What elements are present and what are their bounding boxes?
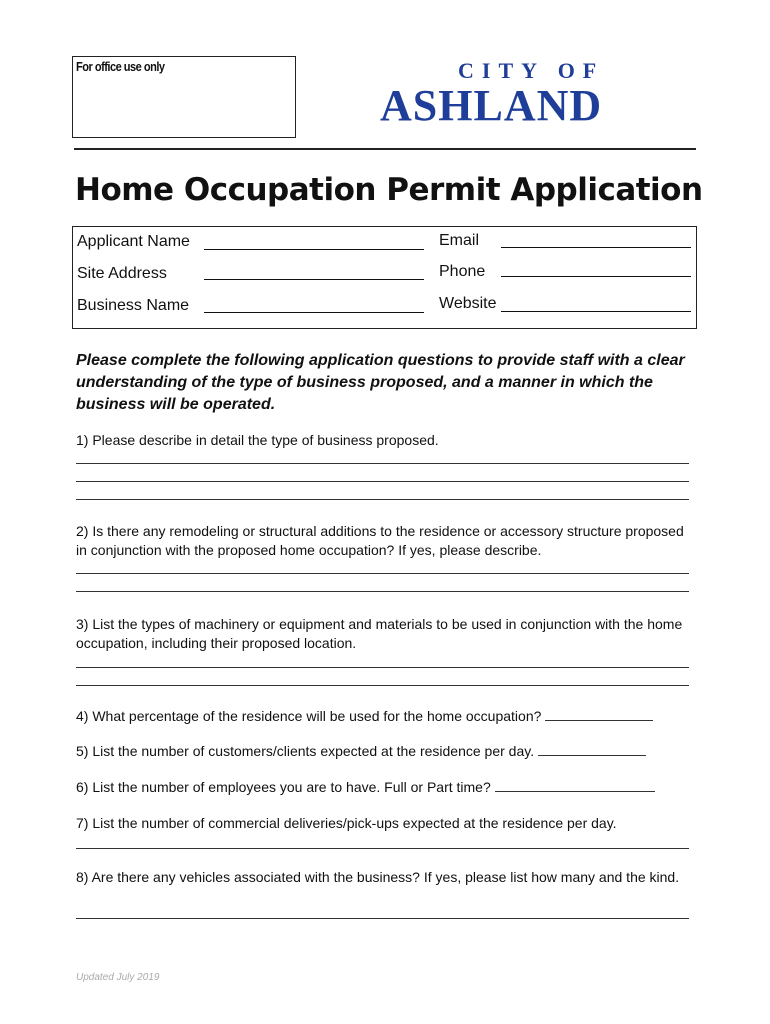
question-4 xyxy=(76,707,696,726)
question-6 xyxy=(76,778,696,797)
question-5-text: 5) List the number of customers/clients expected at the residence per day. xyxy=(76,743,535,759)
applicant-info-box xyxy=(72,226,697,329)
site-address-label: Site Address xyxy=(77,265,167,282)
answer-6-blank[interactable] xyxy=(495,791,655,792)
website-input[interactable] xyxy=(501,311,691,312)
office-use-label: For office use only xyxy=(76,59,165,74)
answer-4-blank[interactable] xyxy=(545,720,653,721)
answer-5-blank[interactable] xyxy=(538,755,646,756)
business-name-input[interactable] xyxy=(204,312,424,313)
office-use-box xyxy=(72,56,296,138)
phone-label: Phone xyxy=(439,263,486,280)
answer-3-line-2[interactable] xyxy=(76,685,689,686)
applicant-name-label: Applicant Name xyxy=(77,233,190,250)
question-2: 2) Is there any remodeling or structural additions to the residence or accessory structure proposed in conjunction with the proposed home occupation? If yes, please describe. xyxy=(76,523,684,558)
question-8: 8) Are there any vehicles associated with the business? If yes, please list how many and the kind. xyxy=(76,869,680,885)
page-title: Home Occupation Permit Application xyxy=(75,172,703,208)
question-4-text: 4) What percentage of the residence will be used for the home occupation? xyxy=(76,708,542,724)
question-5 xyxy=(76,742,696,761)
email-input[interactable] xyxy=(501,247,691,248)
website-label: Website xyxy=(439,295,497,312)
answer-1-line-1[interactable] xyxy=(76,463,689,464)
question-7: 7) List the number of commercial deliveries/pick-ups expected at the residence per day. xyxy=(76,815,617,831)
email-label: Email xyxy=(439,232,480,249)
answer-1-line-3[interactable] xyxy=(76,499,689,500)
logo-ashland: ASHLAND xyxy=(380,81,603,130)
business-name-label: Business Name xyxy=(77,297,190,314)
logo-city-of: CITY OF xyxy=(458,58,605,83)
site-address-input[interactable] xyxy=(204,279,424,280)
header-divider xyxy=(74,148,696,150)
answer-1-line-2[interactable] xyxy=(76,481,689,482)
instructions-text: Please complete the following application questions to provide staff with a clear understanding of the type of business proposed, and a manner in which the business will be operated. xyxy=(76,352,685,413)
question-6-text: 6) List the number of employees you are to have. Full or Part time? xyxy=(76,779,491,795)
footer-updated-date: Updated July 2019 xyxy=(76,972,160,983)
question-3: 3) List the types of machinery or equipment and materials to be used in conjunction with the home occupation, including their proposed location. xyxy=(76,616,683,651)
phone-input[interactable] xyxy=(501,276,691,277)
applicant-name-input[interactable] xyxy=(204,249,424,250)
answer-2-line-2[interactable] xyxy=(76,591,689,592)
answer-7-line-1[interactable] xyxy=(76,848,689,849)
answer-3-line-1[interactable] xyxy=(76,667,689,668)
answer-2-line-1[interactable] xyxy=(76,573,689,574)
question-1: 1) Please describe in detail the type of business proposed. xyxy=(76,432,439,448)
answer-8-line-1[interactable] xyxy=(76,918,689,919)
